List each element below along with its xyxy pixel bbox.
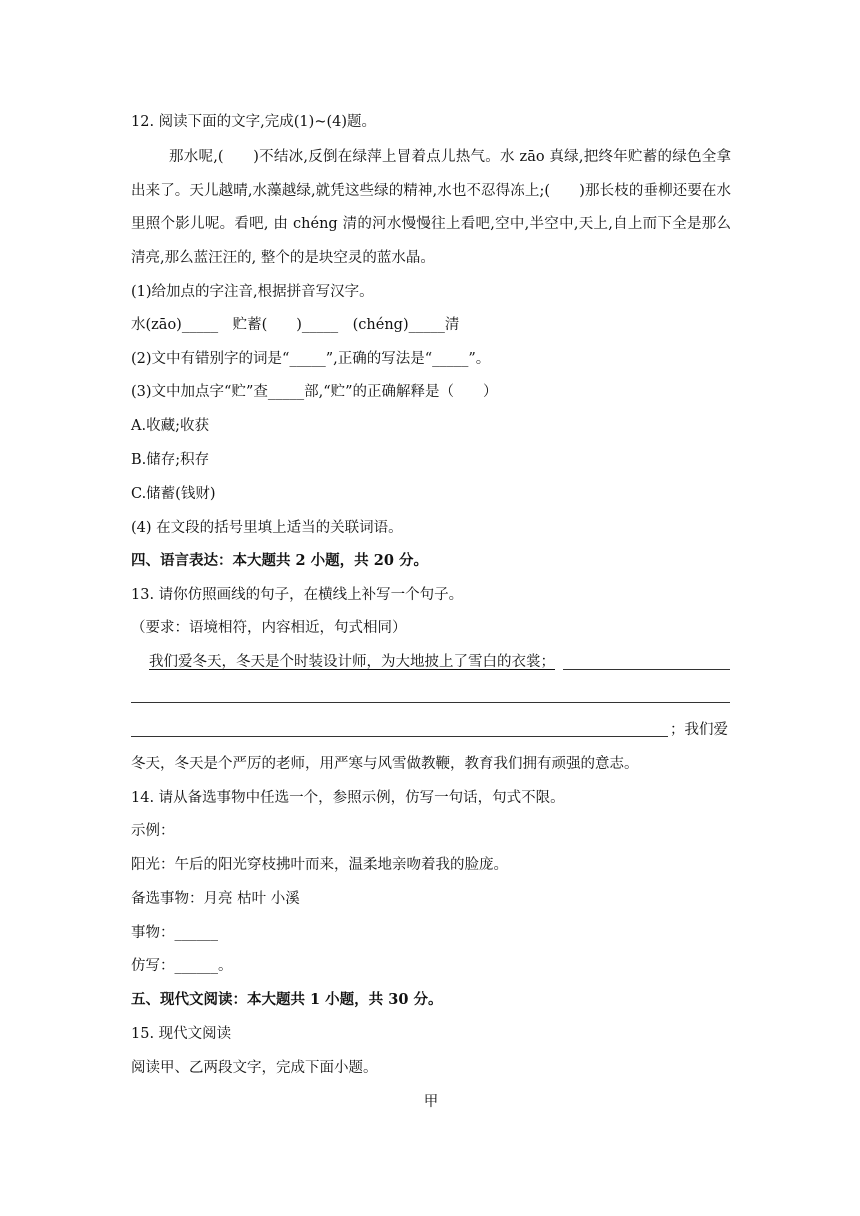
- answer-blank-line-2: [131, 702, 730, 703]
- question-13-title: 13. 请你仿照画线的句子，在横线上补写一个句子。: [131, 587, 464, 603]
- part-label: 甲: [423, 1094, 439, 1110]
- question-13-requirement: （要求：语境相符，内容相近，句式相同）: [131, 620, 407, 636]
- option-c: C.储蓄(钱财): [131, 486, 216, 502]
- question-13-tail-2: 冬天，冬天是个严厉的老师，用严寒与风雪做教鞭，教育我们拥有顽强的意志。: [131, 756, 639, 772]
- example-sentence: 阳光：午后的阳光穿枝拂叶而来，温柔地亲吻着我的脸庞。: [131, 857, 508, 873]
- answer-blank-line-1: [563, 669, 730, 670]
- underlined-text: 我们爱冬天，冬天是个时装设计师，为大地披上了雪白的衣裳；: [149, 654, 555, 670]
- question-15-instruction: 阅读甲、乙两段文字，完成下面小题。: [131, 1060, 378, 1076]
- section-4-heading: 四、语言表达：本大题共 2 小题，共 20 分。: [131, 552, 428, 569]
- question-12-sub2: (2)文中有错别字的词是“_____”,正确的写法是“_____”。: [131, 351, 491, 367]
- candidate-options: 备选事物：月亮 枯叶 小溪: [131, 891, 300, 907]
- section-5-heading: 五、现代文阅读：本大题共 1 小题，共 30 分。: [131, 991, 443, 1008]
- example-label: 示例：: [131, 823, 175, 839]
- question-12-sub4: (4) 在文段的括号里填上适当的关联词语。: [131, 520, 403, 536]
- question-13-tail-1: ；我们爱: [670, 722, 728, 738]
- answer-blank-line-3: [131, 736, 668, 737]
- underlined-sentence: [149, 652, 555, 672]
- option-a: A.收藏;收获: [131, 418, 209, 434]
- question-12-title: 12. 阅读下面的文字,完成(1)~(4)题。: [131, 114, 377, 130]
- question-12-sub3: (3)文中加点字“贮”查_____部,“贮”的正确解释是（ ）: [131, 384, 498, 400]
- question-12-passage: 那水呢,( )不结冰,反倒在绿萍上冒着点儿热气。水 zāo 真绿,把终年贮蓄的绿色全拿出来了。天儿越晴,水藻越绿,就凭这些绿的精神,水也不忍得冻上;( )那长枝的垂柳还要在水里照个影儿呢。看吧, 由 chéng 清的河水慢慢往上看吧,空中,半空中,天上,自上而下全是那么清亮,那么蓝汪汪的, 整个的是块空灵的蓝水晶。: [131, 149, 731, 266]
- question-15-title: 15. 现代文阅读: [131, 1026, 232, 1042]
- option-b: B.储存;积存: [131, 452, 210, 468]
- thing-field: 事物：______: [131, 925, 218, 941]
- question-12-sub1: (1)给加点的字注音,根据拼音写汉字。: [131, 284, 374, 300]
- question-12-sub1-answer: 水(zāo)_____ 贮蓄( )_____ (chéng)_____清: [131, 317, 460, 333]
- question-14-title: 14. 请从备选事物中任选一个，参照示例，仿写一句话，句式不限。: [131, 790, 565, 806]
- imitate-field: 仿写：______。: [131, 958, 233, 974]
